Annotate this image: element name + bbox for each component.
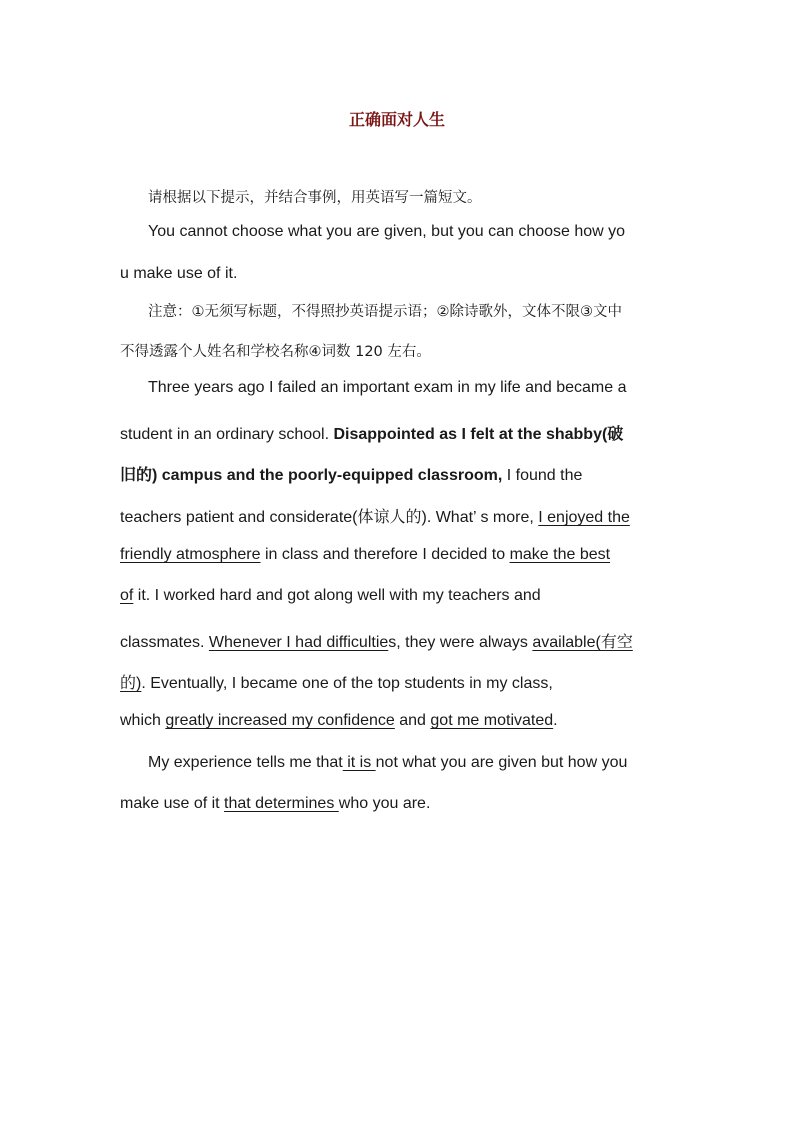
essay-text: student in an ordinary school.	[120, 426, 334, 443]
essay-line-11	[120, 795, 680, 813]
essay-text: and	[394, 712, 431, 729]
essay-line-3	[120, 462, 680, 485]
underlined-phrase: got me motivated	[430, 712, 554, 729]
underlined-phrase: that determines	[224, 795, 339, 812]
essay-text: s, they were always	[388, 634, 533, 651]
essay-text: which	[120, 712, 166, 729]
essay-text: make use of it	[120, 795, 225, 812]
essay-line-1	[148, 379, 708, 397]
quote-line-1: You cannot choose what you are given, but you can choose how yo	[148, 223, 626, 240]
essay-text: classmates.	[120, 634, 209, 651]
underlined-phrase: friendly atmosphere	[120, 546, 261, 563]
underlined-phrase: greatly increased my confidence	[165, 712, 395, 729]
essay-line-2	[120, 421, 680, 444]
notes-line-2: 不得透露个人姓名和学校名称④词数 120 左右。	[120, 344, 431, 360]
essay-line-7	[120, 629, 680, 652]
notes-line-1: 注意：①无须写标题，不得照抄英语提示语；②除诗歌外，文体不限③文中	[148, 304, 622, 320]
underlined-phrase: Whenever I had difficultie	[208, 634, 389, 651]
underlined-phrase: I enjoyed the	[538, 509, 630, 526]
underlined-phrase: 的)	[120, 675, 142, 692]
essay-text: who you are.	[338, 795, 431, 812]
underlined-phrase: it is	[342, 754, 376, 771]
underlined-phrase: of	[120, 587, 134, 604]
essay-text: . Eventually, I became one of the top students in my class,	[141, 675, 553, 692]
instruction-text: 请根据以下提示，并结合事例，用英语写一篇短文。	[148, 190, 482, 206]
quote-line-2: u make use of it.	[120, 265, 238, 282]
essay-line-5	[120, 546, 680, 564]
page-title: 正确面对人生	[348, 110, 445, 129]
underlined-phrase: make the best	[509, 546, 611, 563]
essay-line-8	[120, 670, 680, 693]
underlined-phrase: available(有空	[532, 634, 633, 651]
essay-text: teachers patient and considerate(体谅人的). What’ s more,	[120, 509, 539, 526]
bold-phrase: Disappointed as I felt at the shabby(破	[333, 426, 624, 443]
essay-text: My experience tells me that	[148, 754, 343, 771]
essay-text: Three years ago I failed an important exam in my life and became a	[148, 379, 627, 396]
essay-text: in class and therefore I decided to	[260, 546, 510, 563]
bold-phrase: 旧的) campus and the poorly-equipped classroom,	[120, 467, 503, 484]
essay-text: .	[553, 712, 558, 729]
essay-line-6	[120, 587, 680, 605]
essay-line-10	[148, 754, 708, 772]
essay-line-9	[120, 712, 680, 730]
essay-text: I found the	[502, 467, 583, 484]
essay-line-4	[120, 504, 680, 527]
essay-text: not what you are given but how you	[375, 754, 628, 771]
essay-text: it. I worked hard and got along well with my teachers and	[133, 587, 541, 604]
